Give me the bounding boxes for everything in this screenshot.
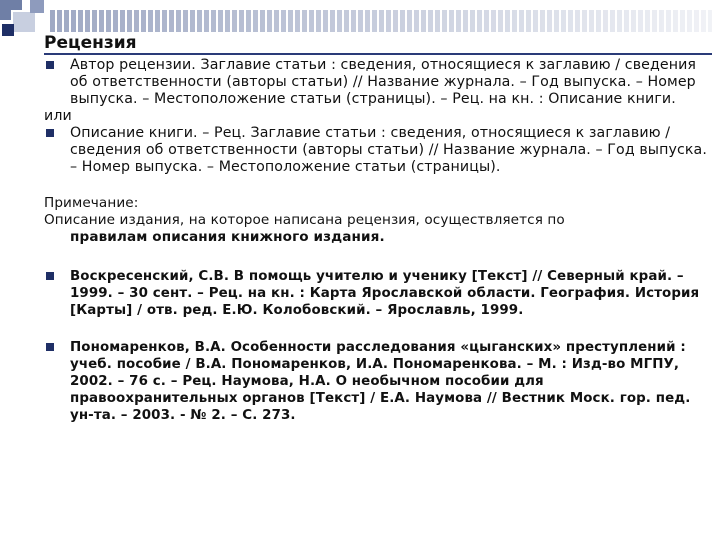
list-item (44, 57, 710, 108)
list-item (44, 339, 710, 424)
square-bullet-icon (46, 272, 54, 280)
list-item (44, 268, 710, 319)
reference-text: Воскресенский, С.В. В помощь учителю и ученику [Текст] // Северный край. – 1999. – 30 сент. – Рец. на кн. : Карта Ярославской области. География. История [Карты] / отв. ред. Е.Ю. Колобовский. – Ярославль, 1999. (70, 269, 700, 318)
decor-square (11, 10, 37, 34)
slide-content (44, 57, 710, 424)
title-underline (44, 53, 712, 55)
reference-text: Пономаренков, В.А. Особенности расследования «цыганских» преступлений : учеб. пособие / В.А. Пономаренков, И.А. Пономаренкова. – М. : Изд-во МГПУ, 2002. – 76 с. – Рец. Наумова, Н.А. О необычном пособии для правоохранительных органов [Текст] / Е.А. Наумова // Вестник Моск. гор. пед. ун-та. – 2003. - № 2. – С. 273. (70, 340, 691, 423)
slide-title: Рецензия (44, 33, 137, 53)
decor-square (2, 24, 14, 36)
list-item (44, 125, 710, 176)
list-item-text: Описание книги. – Рец. Заглавие статьи : сведения, относящиеся к заглавию / сведения об ответственности (авторы статьи) // Название журнала. – Год выпуска. – Номер выпуска. – Местоположение статьи (страницы). (70, 125, 707, 175)
header-band (50, 10, 712, 32)
square-bullet-icon (46, 343, 54, 351)
square-bullet-icon (46, 129, 54, 137)
or-text: или (44, 108, 72, 124)
note (44, 195, 710, 246)
note-text: Описание издания, на которое написана рецензия, осуществляется по (44, 212, 565, 228)
note-label: Примечание: (44, 195, 139, 211)
list-item-text: Автор рецензии. Заглавие статьи : сведения, относящиеся к заглавию / сведения об ответственности (авторы статьи) // Название журнала. – Год выпуска. – Номер выпуска. – Местоположение статьи (страницы). – Рец. на кн. : Описание книги. (70, 57, 697, 107)
note-text-bold: правилам описания книжного издания. (70, 229, 385, 245)
square-bullet-icon (46, 61, 54, 69)
decor-square (30, 0, 44, 13)
